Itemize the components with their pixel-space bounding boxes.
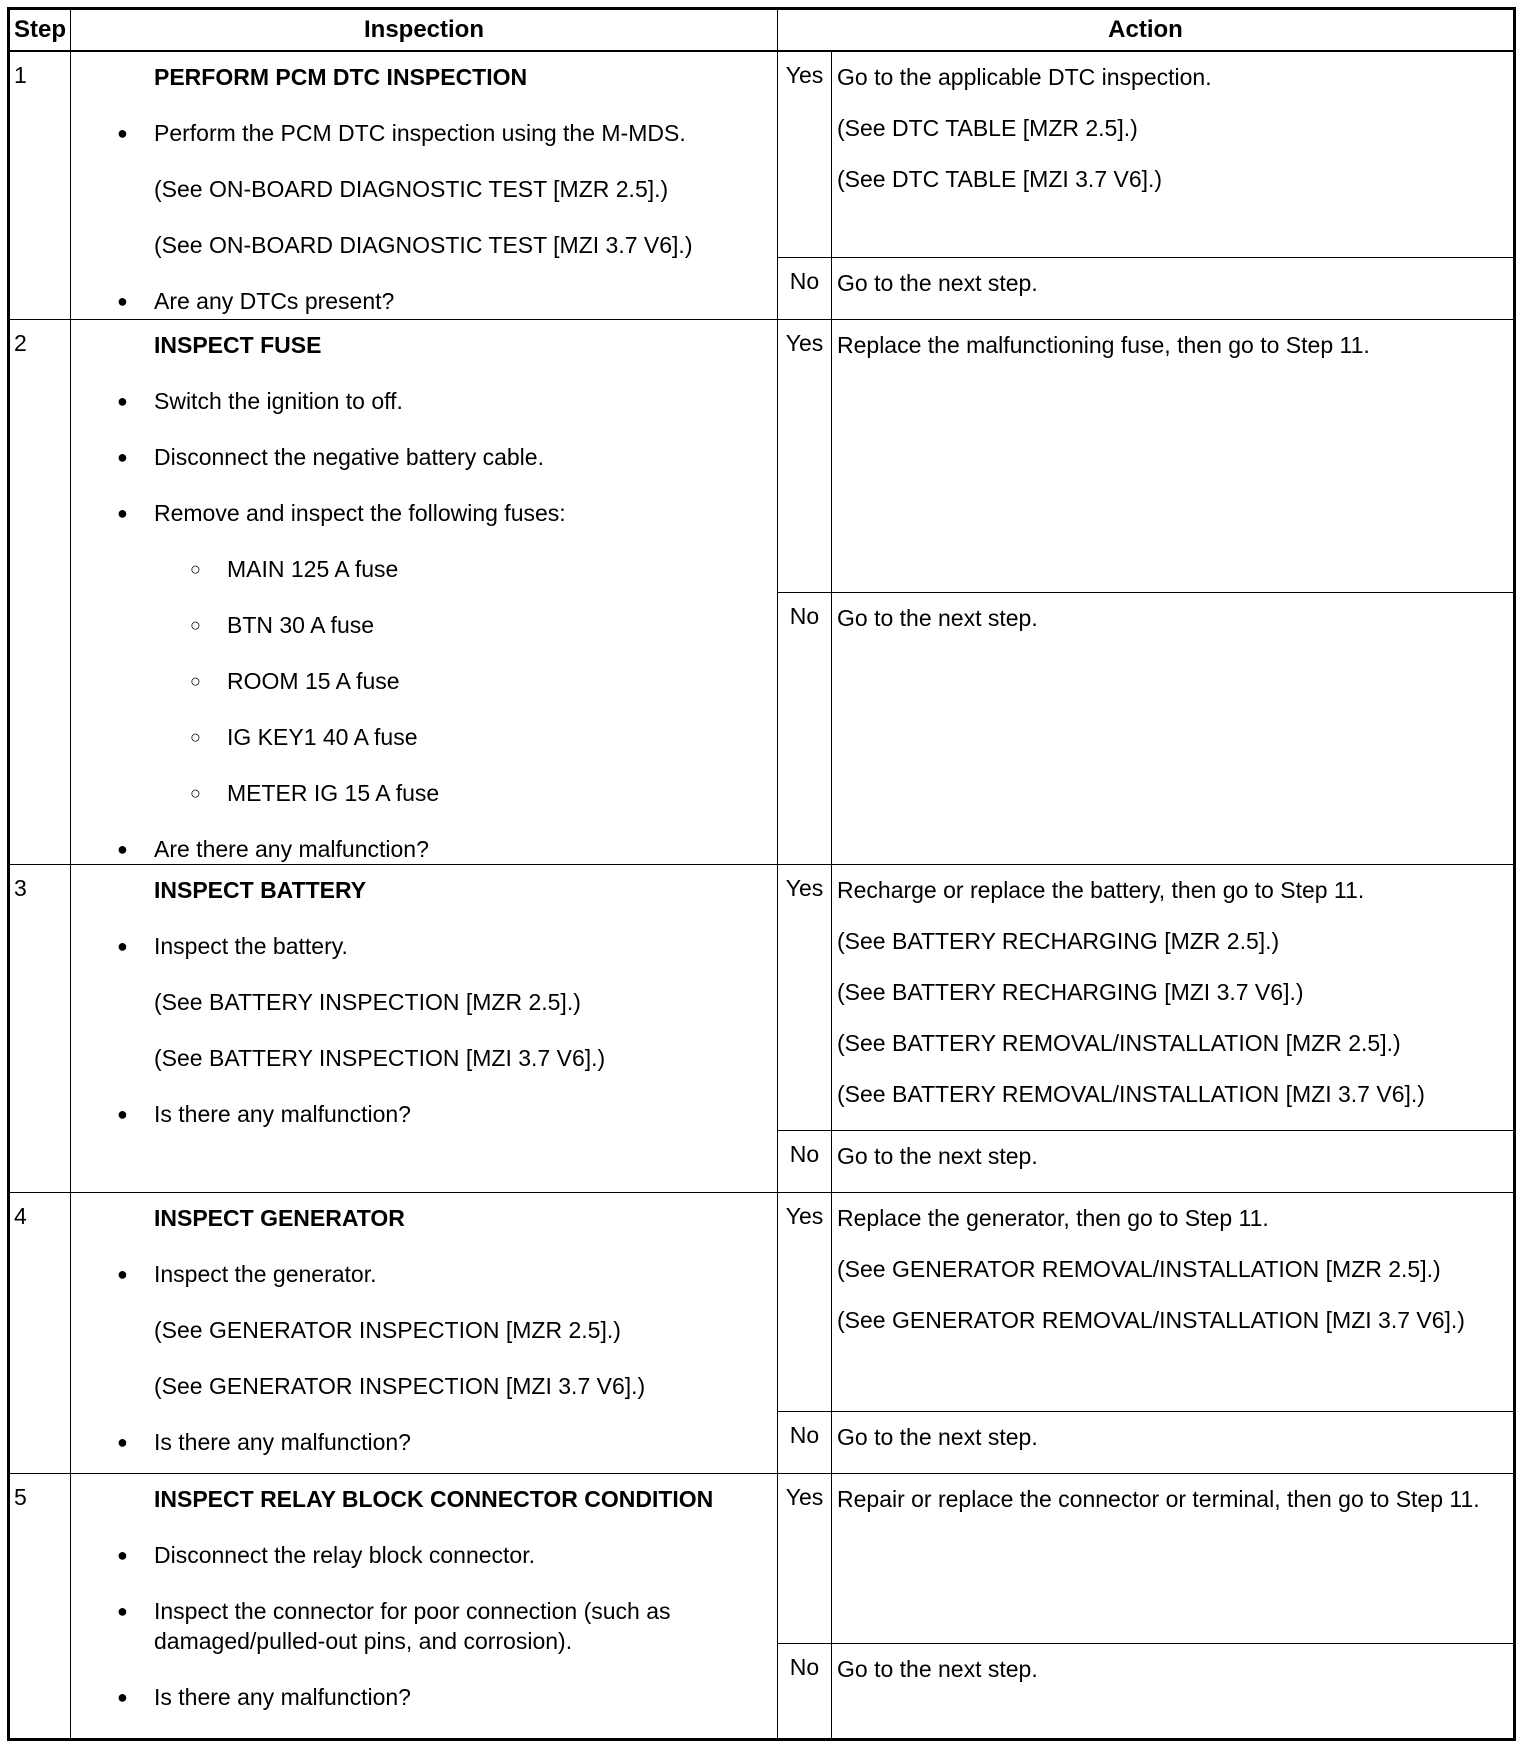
table-row xyxy=(9,1193,1515,1412)
inspection-line: (See GENERATOR INSPECTION [MZR 2.5].) xyxy=(154,1317,621,1343)
inspection-line: ● Are there any malfunction? xyxy=(71,834,777,864)
action-line: (See BATTERY RECHARGING [MZI 3.7 V6].) xyxy=(837,979,1304,1005)
action-line: (See GENERATOR REMOVAL/INSTALLATION [MZR 2.5].) xyxy=(837,1256,1441,1282)
action-line: Go to the applicable DTC inspection. xyxy=(837,63,1212,90)
inspection-cell xyxy=(71,51,778,320)
no-action-cell xyxy=(832,1644,1515,1740)
inspection-title: INSPECT FUSE xyxy=(154,332,322,358)
yes-label: Yes xyxy=(778,1193,832,1412)
no-label: No xyxy=(778,1644,832,1740)
yes-label: Yes xyxy=(778,320,832,593)
no-label: No xyxy=(778,258,832,320)
inspection-cell xyxy=(71,865,778,1193)
action-line: Go to the next step. xyxy=(837,1656,1038,1682)
table-row xyxy=(9,320,1515,593)
inspection-title: INSPECT RELAY BLOCK CONNECTOR CONDITION xyxy=(154,1486,714,1512)
inspection-line: ● Perform the PCM DTC inspection using the M-MDS. xyxy=(71,118,777,148)
yes-action-cell xyxy=(832,865,1515,1131)
table-header-row xyxy=(9,9,1515,51)
yes-label: Yes xyxy=(778,865,832,1131)
inspection-title: PERFORM PCM DTC INSPECTION xyxy=(154,63,528,90)
step-number: 5 xyxy=(9,1474,71,1740)
action-line: Go to the next step. xyxy=(837,604,1038,631)
inspection-line: ● Is there any malfunction? xyxy=(71,1427,777,1457)
yes-action-cell xyxy=(832,1193,1515,1412)
no-action-cell xyxy=(832,258,1515,320)
inspection-line: ● Inspect the connector for poor connection (such as damaged/pulled-out pins, and corrosion). xyxy=(71,1596,777,1656)
yes-label: Yes xyxy=(778,51,832,258)
yes-action-cell xyxy=(832,1474,1515,1644)
inspection-line: ● Switch the ignition to off. xyxy=(71,386,777,416)
inspection-line: ● Inspect the battery. xyxy=(71,931,777,961)
action-line: Replace the generator, then go to Step 11. xyxy=(837,1205,1269,1231)
inspection-cell xyxy=(71,320,778,865)
action-line: Recharge or replace the battery, then go to Step 11. xyxy=(837,877,1365,903)
inspection-line: ● Remove and inspect the following fuses: xyxy=(71,498,777,528)
no-action-cell xyxy=(832,1131,1515,1193)
inspection-line: (See ON-BOARD DIAGNOSTIC TEST [MZI 3.7 V6].) xyxy=(154,231,693,258)
no-label: No xyxy=(778,1412,832,1474)
inspection-line: ● Are any DTCs present? xyxy=(71,286,777,316)
inspection-title: INSPECT GENERATOR xyxy=(154,1205,405,1231)
action-line: (See BATTERY REMOVAL/INSTALLATION [MZR 2.5].) xyxy=(837,1030,1401,1056)
inspection-title: INSPECT BATTERY xyxy=(154,877,367,903)
header-action: Action xyxy=(778,9,1515,51)
step-number: 4 xyxy=(9,1193,71,1474)
no-label: No xyxy=(778,1131,832,1193)
inspection-line: ● Inspect the generator. xyxy=(71,1259,777,1289)
inspection-line: ● Disconnect the relay block connector. xyxy=(71,1540,777,1570)
action-line: (See DTC TABLE [MZR 2.5].) xyxy=(837,114,1138,141)
inspection-subline: ○ METER IG 15 A fuse xyxy=(71,778,777,808)
action-line: Repair or replace the connector or terminal, then go to Step 11. xyxy=(837,1486,1480,1512)
inspection-cell xyxy=(71,1474,778,1740)
inspection-line: ● Is there any malfunction? xyxy=(71,1682,777,1712)
action-line: (See BATTERY REMOVAL/INSTALLATION [MZI 3.7 V6].) xyxy=(837,1081,1425,1107)
inspection-subline: ○ IG KEY1 40 A fuse xyxy=(71,722,777,752)
inspection-subline: ○ BTN 30 A fuse xyxy=(71,610,777,640)
inspection-line: (See BATTERY INSPECTION [MZR 2.5].) xyxy=(154,989,581,1015)
inspection-cell xyxy=(71,1193,778,1474)
action-line: Go to the next step. xyxy=(837,270,1038,296)
action-line: (See DTC TABLE [MZI 3.7 V6].) xyxy=(837,165,1163,192)
table-row xyxy=(9,51,1515,258)
action-line: Go to the next step. xyxy=(837,1424,1038,1450)
yes-action-cell xyxy=(832,320,1515,593)
inspection-subline: ○ ROOM 15 A fuse xyxy=(71,666,777,696)
no-action-cell xyxy=(832,1412,1515,1474)
no-action-cell xyxy=(832,592,1515,865)
header-step: Step xyxy=(9,9,71,51)
table-row xyxy=(9,865,1515,1131)
step-number: 1 xyxy=(9,51,71,320)
inspection-line: ● Disconnect the negative battery cable. xyxy=(71,442,777,472)
yes-label: Yes xyxy=(778,1474,832,1644)
inspection-line: (See BATTERY INSPECTION [MZI 3.7 V6].) xyxy=(154,1045,606,1071)
inspection-subline: ○ MAIN 125 A fuse xyxy=(71,554,777,584)
yes-action-cell xyxy=(832,51,1515,258)
step-number: 3 xyxy=(9,865,71,1193)
action-line: (See BATTERY RECHARGING [MZR 2.5].) xyxy=(837,928,1280,954)
inspection-line: (See GENERATOR INSPECTION [MZI 3.7 V6].) xyxy=(154,1373,646,1399)
step-number: 2 xyxy=(9,320,71,865)
inspection-table xyxy=(7,7,1516,1741)
inspection-line: ● Is there any malfunction? xyxy=(71,1099,777,1129)
action-line: Go to the next step. xyxy=(837,1143,1038,1169)
inspection-line: (See ON-BOARD DIAGNOSTIC TEST [MZR 2.5].) xyxy=(154,175,669,202)
action-line: (See GENERATOR REMOVAL/INSTALLATION [MZI 3.7 V6].) xyxy=(837,1307,1465,1333)
table-row xyxy=(9,1474,1515,1644)
no-label: No xyxy=(778,592,832,865)
action-line: Replace the malfunctioning fuse, then go to Step 11. xyxy=(837,332,1370,358)
header-inspection: Inspection xyxy=(71,9,778,51)
